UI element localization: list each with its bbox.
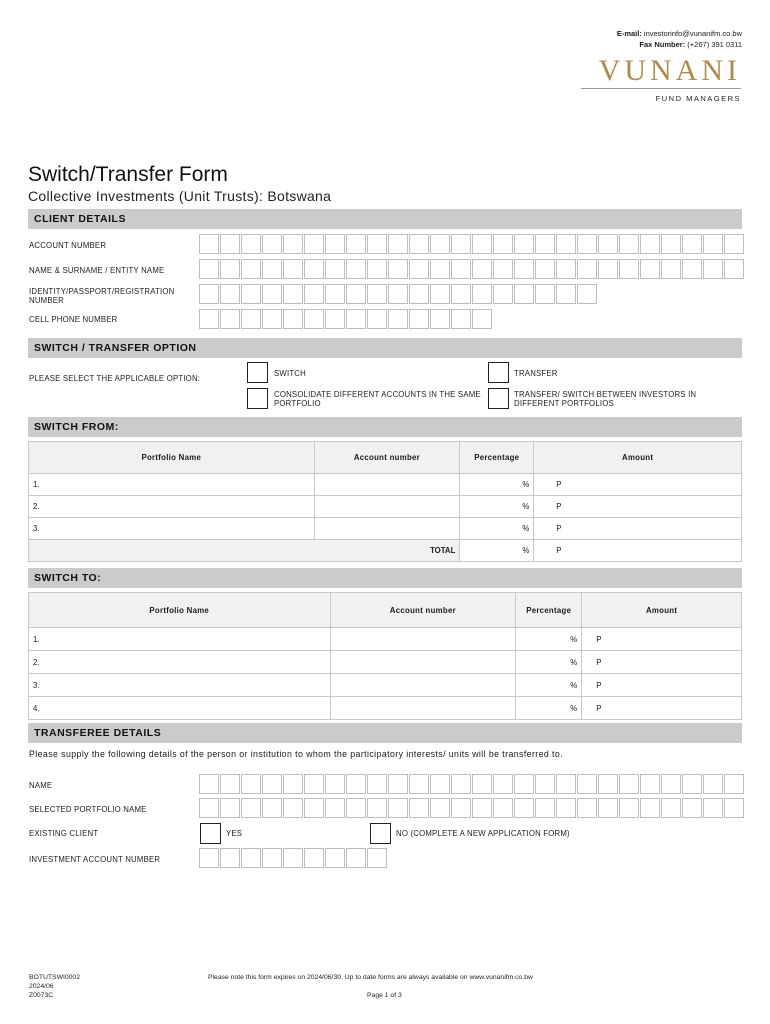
form-reference: Z0073C (29, 992, 54, 999)
character-box[interactable] (514, 798, 534, 818)
percentage-cell[interactable]: % (460, 496, 534, 518)
account-cell[interactable] (314, 496, 460, 518)
section-switch-from (28, 417, 742, 437)
page-number: Page 1 of 3 (367, 992, 402, 999)
character-box[interactable] (556, 259, 576, 279)
character-box[interactable] (199, 774, 219, 794)
character-box[interactable] (304, 848, 324, 868)
character-box[interactable] (388, 798, 408, 818)
row-number[interactable]: 2. (29, 651, 331, 674)
currency-symbol: P (556, 502, 562, 511)
character-box[interactable] (661, 234, 681, 254)
contact-block (617, 28, 742, 50)
selected-portfolio-label: SELECTED PORTFOLIO NAME (29, 805, 147, 814)
character-box[interactable] (220, 848, 240, 868)
between-investors-label: TRANSFER/ SWITCH BETWEEN INVESTORS IN DIFFERENT PORTFOLIOS (514, 390, 697, 408)
character-box[interactable] (367, 284, 387, 304)
character-box[interactable] (724, 798, 744, 818)
character-box[interactable] (682, 259, 702, 279)
existing-yes-checkbox[interactable] (200, 823, 221, 844)
character-box[interactable] (241, 309, 261, 329)
investment-account-boxes[interactable] (199, 848, 388, 868)
character-box[interactable] (724, 234, 744, 254)
table-header-row (29, 593, 742, 628)
character-box[interactable] (346, 234, 366, 254)
section-client-details (28, 209, 742, 229)
character-box[interactable] (346, 798, 366, 818)
selected-portfolio-boxes[interactable] (199, 798, 745, 818)
character-box[interactable] (283, 774, 303, 794)
column-header: Percentage (516, 593, 582, 628)
character-box[interactable] (619, 259, 639, 279)
cell-boxes[interactable] (199, 309, 493, 329)
currency-symbol: P (556, 524, 562, 533)
character-box[interactable] (430, 798, 450, 818)
section-switch-to (28, 568, 742, 588)
character-box[interactable] (661, 259, 681, 279)
character-box[interactable] (409, 259, 429, 279)
character-box[interactable] (367, 774, 387, 794)
account-cell[interactable] (330, 628, 516, 651)
character-box[interactable] (703, 774, 723, 794)
section-option (28, 338, 742, 358)
character-box[interactable] (262, 284, 282, 304)
character-box[interactable] (535, 259, 555, 279)
id-boxes[interactable] (199, 284, 598, 304)
name-label: NAME & SURNAME / ENTITY NAME (29, 266, 165, 275)
character-box[interactable] (556, 798, 576, 818)
option-prompt: PLEASE SELECT THE APPLICABLE OPTION: (29, 374, 201, 383)
character-box[interactable] (304, 259, 324, 279)
character-box[interactable] (577, 234, 597, 254)
character-box[interactable] (598, 234, 618, 254)
switch-to-table (28, 592, 742, 720)
percentage-cell[interactable]: % (516, 628, 582, 651)
character-box[interactable] (661, 798, 681, 818)
character-box[interactable] (409, 774, 429, 794)
form-title: Switch/Transfer Form (28, 163, 228, 186)
amount-cell[interactable] (582, 697, 742, 720)
character-box[interactable] (346, 309, 366, 329)
character-box[interactable] (430, 309, 450, 329)
row-number[interactable]: 1. (29, 474, 315, 496)
character-box[interactable] (262, 774, 282, 794)
character-box[interactable] (367, 309, 387, 329)
character-box[interactable] (346, 259, 366, 279)
currency-symbol: P (596, 634, 602, 644)
character-box[interactable] (304, 284, 324, 304)
existing-no-checkbox[interactable] (370, 823, 391, 844)
character-box[interactable] (409, 309, 429, 329)
fax-value: (+267) 391 0311 (687, 40, 742, 49)
between-investors-checkbox[interactable] (488, 388, 509, 409)
table-row (29, 628, 742, 651)
character-box[interactable] (577, 259, 597, 279)
character-box[interactable] (556, 774, 576, 794)
character-box[interactable] (619, 774, 639, 794)
character-box[interactable] (241, 848, 261, 868)
account-cell[interactable] (330, 697, 516, 720)
character-box[interactable] (640, 798, 660, 818)
logo-divider (581, 88, 741, 89)
character-box[interactable] (388, 284, 408, 304)
account-cell[interactable] (314, 518, 460, 540)
character-box[interactable] (472, 798, 492, 818)
table-row (29, 697, 742, 720)
column-header: Account number (314, 442, 460, 474)
character-box[interactable] (409, 234, 429, 254)
character-box[interactable] (262, 848, 282, 868)
character-box[interactable] (577, 774, 597, 794)
form-subtitle: Collective Investments (Unit Trusts): Botswana (28, 188, 332, 204)
account-cell[interactable] (330, 674, 516, 697)
section-heading: TRANSFEREE DETAILS (34, 727, 162, 739)
character-box[interactable] (451, 259, 471, 279)
character-box[interactable] (199, 234, 219, 254)
character-box[interactable] (388, 774, 408, 794)
character-box[interactable] (451, 774, 471, 794)
character-box[interactable] (220, 774, 240, 794)
character-box[interactable] (262, 234, 282, 254)
existing-client-label: EXISTING CLIENT (29, 829, 99, 838)
transferee-intro: Please supply the following details of the person or institution to whom the participatory interests/ units will be transferred to. (29, 749, 564, 759)
character-box[interactable] (640, 234, 660, 254)
character-box[interactable] (577, 798, 597, 818)
character-box[interactable] (724, 774, 744, 794)
character-box[interactable] (430, 234, 450, 254)
column-header: Portfolio Name (29, 442, 315, 474)
amount-cell[interactable] (534, 518, 742, 540)
row-number[interactable]: 3. (29, 518, 315, 540)
character-box[interactable] (283, 234, 303, 254)
row-number[interactable]: 2. (29, 496, 315, 518)
table-header-row (29, 442, 742, 474)
table-row (29, 674, 742, 697)
character-box[interactable] (451, 284, 471, 304)
percentage-cell[interactable]: % (460, 518, 534, 540)
character-box[interactable] (451, 309, 471, 329)
character-box[interactable] (199, 259, 219, 279)
character-box[interactable] (703, 259, 723, 279)
table-row (29, 651, 742, 674)
character-box[interactable] (409, 798, 429, 818)
character-box[interactable] (367, 848, 387, 868)
amount-cell[interactable] (534, 496, 742, 518)
footer-codes (29, 973, 80, 1000)
character-box[interactable] (535, 774, 555, 794)
currency-symbol: P (556, 546, 562, 555)
character-box[interactable] (304, 309, 324, 329)
account-number-boxes[interactable] (199, 234, 745, 254)
column-header: Portfolio Name (29, 593, 331, 628)
character-box[interactable] (556, 234, 576, 254)
character-box[interactable] (199, 798, 219, 818)
character-box[interactable] (451, 234, 471, 254)
section-heading: CLIENT DETAILS (34, 213, 126, 225)
character-box[interactable] (598, 259, 618, 279)
character-box[interactable] (262, 798, 282, 818)
character-box[interactable] (325, 234, 345, 254)
total-row (29, 540, 742, 562)
percentage-cell[interactable]: % (460, 474, 534, 496)
table-row (29, 474, 742, 496)
row-number[interactable]: 3. (29, 674, 331, 697)
account-number-label: ACCOUNT NUMBER (29, 241, 107, 250)
character-box[interactable] (262, 309, 282, 329)
character-box[interactable] (199, 309, 219, 329)
account-cell[interactable] (314, 474, 460, 496)
email-value: investorinfo@vunanifm.co.bw (643, 29, 742, 38)
character-box[interactable] (493, 798, 513, 818)
form-version: 2024/06 (29, 983, 54, 990)
character-box[interactable] (556, 284, 576, 304)
character-box[interactable] (472, 774, 492, 794)
switch-from-table (28, 441, 742, 562)
percentage-cell[interactable]: % (516, 674, 582, 697)
character-box[interactable] (241, 798, 261, 818)
switch-label: SWITCH (274, 369, 306, 378)
character-box[interactable] (304, 774, 324, 794)
character-box[interactable] (535, 284, 555, 304)
character-box[interactable] (598, 774, 618, 794)
name-boxes[interactable] (199, 259, 745, 279)
character-box[interactable] (325, 774, 345, 794)
amount-cell[interactable] (534, 474, 742, 496)
total-label: TOTAL (29, 540, 460, 562)
total-percentage-cell[interactable]: % (460, 540, 534, 562)
character-box[interactable] (241, 234, 261, 254)
character-box[interactable] (241, 774, 261, 794)
fax-label: Fax Number: (639, 40, 686, 49)
footer-expiry-note: Please note this form expires on 2024/06/30. Up to date forms are always available on www.vunanifm.co.bw (208, 974, 533, 981)
character-box[interactable] (304, 798, 324, 818)
character-box[interactable] (325, 848, 345, 868)
logo-subtitle: FUND MANAGERS (655, 94, 741, 103)
amount-cell[interactable] (582, 628, 742, 651)
character-box[interactable] (514, 774, 534, 794)
character-box[interactable] (514, 234, 534, 254)
column-header: Percentage (460, 442, 534, 474)
character-box[interactable] (493, 284, 513, 304)
character-box[interactable] (640, 774, 660, 794)
character-box[interactable] (514, 259, 534, 279)
character-box[interactable] (703, 798, 723, 818)
character-box[interactable] (283, 309, 303, 329)
transfer-checkbox[interactable] (488, 362, 509, 383)
section-heading: SWITCH / TRANSFER OPTION (34, 342, 197, 354)
character-box[interactable] (325, 259, 345, 279)
section-heading: SWITCH TO: (34, 572, 102, 584)
transfer-label: TRANSFER (514, 369, 558, 378)
character-box[interactable] (220, 284, 240, 304)
character-box[interactable] (304, 234, 324, 254)
character-box[interactable] (283, 848, 303, 868)
character-box[interactable] (493, 774, 513, 794)
character-box[interactable] (199, 284, 219, 304)
character-box[interactable] (346, 774, 366, 794)
character-box[interactable] (367, 798, 387, 818)
switch-checkbox[interactable] (247, 362, 268, 383)
row-number[interactable]: 4. (29, 697, 331, 720)
character-box[interactable] (682, 774, 702, 794)
character-box[interactable] (220, 798, 240, 818)
character-box[interactable] (325, 284, 345, 304)
consolidate-checkbox[interactable] (247, 388, 268, 409)
character-box[interactable] (199, 848, 219, 868)
character-box[interactable] (220, 234, 240, 254)
investment-account-label: INVESTMENT ACCOUNT NUMBER (29, 855, 161, 864)
character-box[interactable] (430, 284, 450, 304)
company-logo (581, 56, 741, 103)
column-header: Account number (330, 593, 516, 628)
consolidate-label: CONSOLIDATE DIFFERENT ACCOUNTS IN THE SAME PORTFOLIO (274, 390, 481, 408)
logo-wordmark: VUNANI (598, 54, 741, 87)
total-amount-cell[interactable] (534, 540, 742, 562)
character-box[interactable] (283, 284, 303, 304)
character-box[interactable] (220, 309, 240, 329)
character-box[interactable] (241, 284, 261, 304)
character-box[interactable] (724, 259, 744, 279)
form-code: BOTUTSWI0002 (29, 974, 80, 981)
column-header: Amount (534, 442, 742, 474)
id-label: IDENTITY/PASSPORT/REGISTRATION NUMBER (29, 287, 175, 305)
character-box[interactable] (493, 234, 513, 254)
character-box[interactable] (535, 234, 555, 254)
amount-cell[interactable] (582, 651, 742, 674)
character-box[interactable] (388, 259, 408, 279)
character-box[interactable] (325, 798, 345, 818)
account-cell[interactable] (330, 651, 516, 674)
table-row (29, 518, 742, 540)
character-box[interactable] (430, 774, 450, 794)
existing-no-label: NO (COMPLETE A NEW APPLICATION FORM) (396, 829, 570, 838)
character-box[interactable] (283, 259, 303, 279)
percentage-cell[interactable]: % (516, 697, 582, 720)
character-box[interactable] (598, 798, 618, 818)
character-box[interactable] (577, 284, 597, 304)
cell-label: CELL PHONE NUMBER (29, 315, 118, 324)
transferee-name-label: NAME (29, 781, 53, 790)
character-box[interactable] (703, 234, 723, 254)
character-box[interactable] (472, 259, 492, 279)
character-box[interactable] (472, 234, 492, 254)
character-box[interactable] (220, 259, 240, 279)
character-box[interactable] (283, 798, 303, 818)
character-box[interactable] (682, 234, 702, 254)
amount-cell[interactable] (582, 674, 742, 697)
character-box[interactable] (367, 234, 387, 254)
character-box[interactable] (682, 798, 702, 818)
currency-symbol: P (596, 657, 602, 667)
currency-symbol: P (556, 480, 562, 489)
email-label: E-mail: (616, 29, 642, 38)
character-box[interactable] (451, 798, 471, 818)
character-box[interactable] (514, 284, 534, 304)
currency-symbol: P (596, 703, 602, 713)
character-box[interactable] (346, 284, 366, 304)
transferee-name-boxes[interactable] (199, 774, 745, 794)
character-box[interactable] (241, 259, 261, 279)
row-number[interactable]: 1. (29, 628, 331, 651)
character-box[interactable] (325, 309, 345, 329)
character-box[interactable] (409, 284, 429, 304)
character-box[interactable] (388, 309, 408, 329)
existing-yes-label: YES (226, 829, 243, 838)
character-box[interactable] (535, 798, 555, 818)
section-heading: SWITCH FROM: (34, 421, 119, 433)
character-box[interactable] (472, 284, 492, 304)
character-box[interactable] (388, 234, 408, 254)
character-box[interactable] (346, 848, 366, 868)
percentage-cell[interactable]: % (516, 651, 582, 674)
character-box[interactable] (430, 259, 450, 279)
character-box[interactable] (640, 259, 660, 279)
table-row (29, 496, 742, 518)
character-box[interactable] (367, 259, 387, 279)
character-box[interactable] (619, 798, 639, 818)
section-transferee (28, 723, 742, 743)
character-box[interactable] (661, 774, 681, 794)
character-box[interactable] (472, 309, 492, 329)
currency-symbol: P (596, 680, 602, 690)
character-box[interactable] (262, 259, 282, 279)
column-header: Amount (582, 593, 742, 628)
character-box[interactable] (493, 259, 513, 279)
character-box[interactable] (619, 234, 639, 254)
